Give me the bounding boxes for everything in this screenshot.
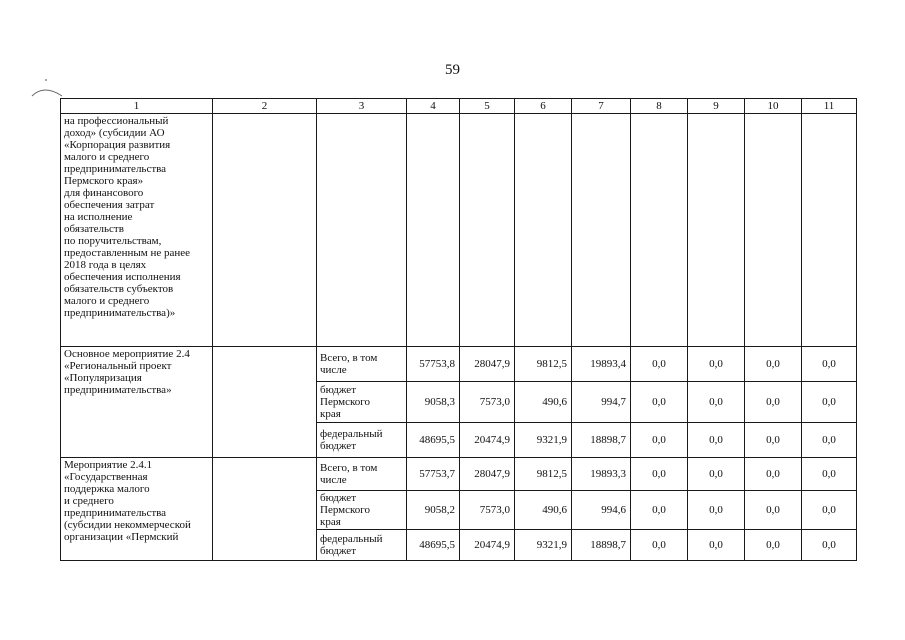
value-cell: 0,0 bbox=[745, 458, 802, 491]
header-cell-2: 2 bbox=[213, 99, 317, 114]
value-cell: 0,0 bbox=[688, 382, 745, 423]
table-row bbox=[61, 347, 857, 382]
value-cell: 7573,0 bbox=[460, 382, 515, 423]
value-cell: 0,0 bbox=[688, 347, 745, 382]
funding-source: Всего, в том числе bbox=[317, 347, 407, 382]
empty-cell bbox=[213, 114, 317, 347]
value-cell: 0,0 bbox=[802, 491, 857, 530]
header-cell-8: 8 bbox=[631, 99, 688, 114]
empty-cell bbox=[407, 114, 460, 347]
funding-source: Всего, в том числе bbox=[317, 458, 407, 491]
value-cell: 0,0 bbox=[745, 530, 802, 561]
value-cell: 0,0 bbox=[688, 530, 745, 561]
value-cell: 0,0 bbox=[802, 458, 857, 491]
header-cell-7: 7 bbox=[572, 99, 631, 114]
value-cell: 28047,9 bbox=[460, 458, 515, 491]
table-row bbox=[61, 458, 857, 491]
header-cell-1: 1 bbox=[61, 99, 213, 114]
empty-cell bbox=[631, 114, 688, 347]
value-cell: 20474,9 bbox=[460, 423, 515, 458]
value-cell: 57753,8 bbox=[407, 347, 460, 382]
funding-source: федеральный бюджет bbox=[317, 530, 407, 561]
empty-cell bbox=[515, 114, 572, 347]
empty-cell bbox=[213, 458, 317, 561]
empty-cell bbox=[460, 114, 515, 347]
empty-cell bbox=[745, 114, 802, 347]
value-cell: 18898,7 bbox=[572, 423, 631, 458]
value-cell: 490,6 bbox=[515, 491, 572, 530]
value-cell: 0,0 bbox=[631, 382, 688, 423]
funding-source: федеральный бюджет bbox=[317, 423, 407, 458]
value-cell: 0,0 bbox=[688, 491, 745, 530]
value-cell: 0,0 bbox=[802, 382, 857, 423]
header-cell-3: 3 bbox=[317, 99, 407, 114]
value-cell: 0,0 bbox=[802, 423, 857, 458]
value-cell: 0,0 bbox=[631, 458, 688, 491]
value-cell: 0,0 bbox=[631, 347, 688, 382]
value-cell: 9058,2 bbox=[407, 491, 460, 530]
empty-cell bbox=[688, 114, 745, 347]
value-cell: 0,0 bbox=[802, 347, 857, 382]
header-cell-10: 10 bbox=[745, 99, 802, 114]
value-cell: 9321,9 bbox=[515, 423, 572, 458]
value-cell: 0,0 bbox=[631, 530, 688, 561]
value-cell: 48695,5 bbox=[407, 530, 460, 561]
group-title: Основное мероприятие 2.4 «Региональный проект «Популяризация предпринимательства» bbox=[61, 347, 213, 458]
page-number: 59 bbox=[445, 62, 460, 78]
value-cell: 19893,4 bbox=[572, 347, 631, 382]
value-cell: 0,0 bbox=[745, 423, 802, 458]
continuation-description: на профессиональный доход» (субсидии АО «Корпорация развития малого и среднего предпринимательства Пермского края» для финансового обеспечения затрат на исполнение обязательств по поручительствам, предоставленным не ранее 2018 года в целях обеспечения исполнения обязательств субъектов малого и среднего предпринимательства)» bbox=[61, 114, 213, 347]
value-cell: 9812,5 bbox=[515, 347, 572, 382]
value-cell: 9812,5 bbox=[515, 458, 572, 491]
header-cell-11: 11 bbox=[802, 99, 857, 114]
value-cell: 0,0 bbox=[631, 491, 688, 530]
value-cell: 0,0 bbox=[745, 382, 802, 423]
group-title: Мероприятие 2.4.1 «Государственная поддержка малого и среднего предпринимательства (субсидии некоммерческой организации «Пермский bbox=[61, 458, 213, 561]
continuation-row bbox=[61, 114, 857, 347]
funding-source: бюджет Пермского края bbox=[317, 382, 407, 423]
value-cell: 490,6 bbox=[515, 382, 572, 423]
value-cell: 0,0 bbox=[631, 423, 688, 458]
funding-source: бюджет Пермского края bbox=[317, 491, 407, 530]
empty-cell bbox=[802, 114, 857, 347]
value-cell: 57753,7 bbox=[407, 458, 460, 491]
value-cell: 0,0 bbox=[688, 458, 745, 491]
value-cell: 0,0 bbox=[745, 491, 802, 530]
value-cell: 9058,3 bbox=[407, 382, 460, 423]
empty-cell bbox=[317, 114, 407, 347]
value-cell: 7573,0 bbox=[460, 491, 515, 530]
header-cell-6: 6 bbox=[515, 99, 572, 114]
value-cell: 18898,7 bbox=[572, 530, 631, 561]
value-cell: 994,7 bbox=[572, 382, 631, 423]
value-cell: 994,6 bbox=[572, 491, 631, 530]
value-cell: 0,0 bbox=[688, 423, 745, 458]
scan-mark-icon bbox=[30, 76, 64, 100]
value-cell: 19893,3 bbox=[572, 458, 631, 491]
value-cell: 0,0 bbox=[745, 347, 802, 382]
value-cell: 20474,9 bbox=[460, 530, 515, 561]
header-cell-5: 5 bbox=[460, 99, 515, 114]
header-cell-4: 4 bbox=[407, 99, 460, 114]
budget-table bbox=[60, 98, 857, 561]
value-cell: 0,0 bbox=[802, 530, 857, 561]
value-cell: 48695,5 bbox=[407, 423, 460, 458]
value-cell: 9321,9 bbox=[515, 530, 572, 561]
empty-cell bbox=[213, 347, 317, 458]
header-cell-9: 9 bbox=[688, 99, 745, 114]
header-row bbox=[61, 99, 857, 114]
empty-cell bbox=[572, 114, 631, 347]
value-cell: 28047,9 bbox=[460, 347, 515, 382]
